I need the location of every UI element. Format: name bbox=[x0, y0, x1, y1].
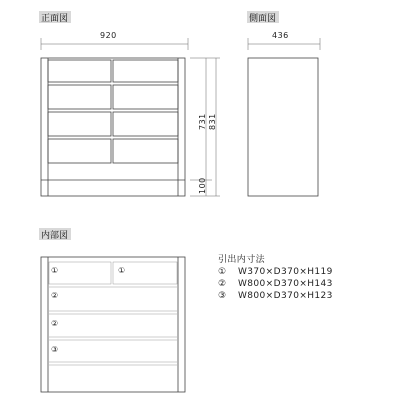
spec-item-3-mark: ③ bbox=[218, 291, 227, 301]
interior-view bbox=[41, 257, 185, 392]
front-width-dimension bbox=[41, 31, 188, 50]
front-drawer-2-right bbox=[113, 85, 178, 109]
side-cabinet-outline bbox=[248, 58, 318, 196]
front-drawer-4-right bbox=[113, 139, 178, 163]
side-view-title bbox=[247, 11, 279, 24]
side-depth-label: 436 bbox=[272, 31, 289, 40]
interior-mark-row3: ② bbox=[51, 319, 59, 328]
front-drawer-2-left bbox=[48, 85, 111, 109]
interior-mark-row1-left: ① bbox=[51, 266, 59, 275]
spec-item-2-mark: ② bbox=[218, 279, 227, 289]
front-drawer-3-left bbox=[48, 112, 111, 136]
plinth-height-label: 100 bbox=[198, 177, 207, 194]
interior-mark-row2: ② bbox=[51, 291, 59, 300]
side-view bbox=[248, 31, 320, 196]
svg-text:内部図: 内部図 bbox=[41, 231, 69, 241]
spec-item-1-text: W370×D370×H119 bbox=[238, 267, 333, 277]
interior-view-title bbox=[39, 228, 71, 241]
inner-height-label: 731 bbox=[198, 113, 207, 130]
front-height-dimensions bbox=[190, 58, 220, 196]
drawer-inner-dimensions-spec bbox=[218, 253, 333, 301]
spec-item-3-text: W800×D370×H123 bbox=[238, 291, 333, 301]
side-depth-dimension bbox=[248, 31, 320, 50]
spec-item-2-text: W800×D370×H143 bbox=[238, 279, 333, 289]
interior-mark-row1-right: ① bbox=[118, 266, 126, 275]
front-view bbox=[41, 31, 220, 196]
spec-title: 引出内寸法 bbox=[218, 255, 266, 265]
front-drawer-4-left bbox=[48, 139, 111, 163]
svg-text:正面図: 正面図 bbox=[41, 14, 69, 24]
front-view-title bbox=[39, 11, 71, 24]
total-height-label: 831 bbox=[208, 113, 217, 130]
svg-text:側面図: 側面図 bbox=[249, 14, 277, 24]
interior-mark-row4: ③ bbox=[51, 345, 59, 354]
front-width-label: 920 bbox=[100, 31, 117, 40]
front-drawer-1-left bbox=[48, 60, 111, 82]
spec-item-1-mark: ① bbox=[218, 267, 227, 277]
front-drawer-3-right bbox=[113, 112, 178, 136]
front-drawer-1-right bbox=[113, 60, 178, 82]
